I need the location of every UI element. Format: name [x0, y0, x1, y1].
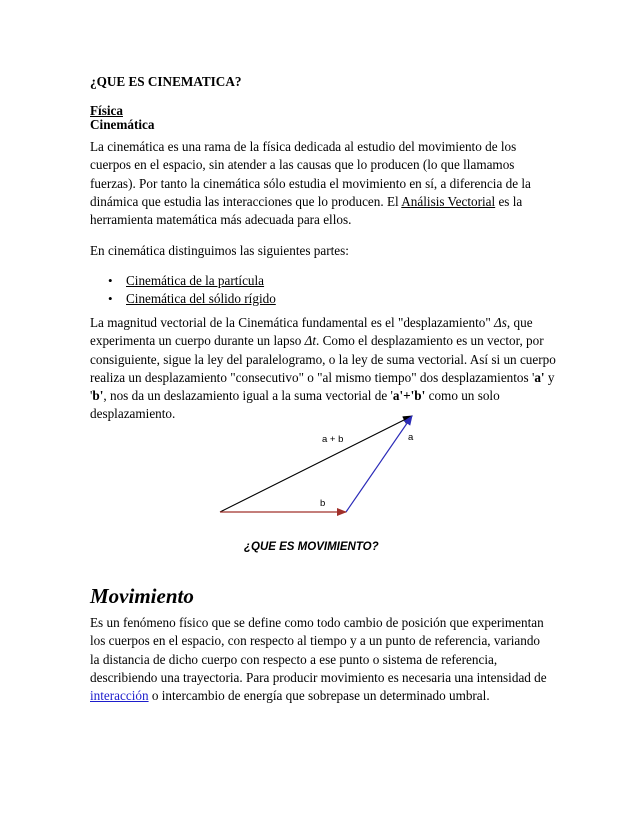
vector-b-label: b' [92, 388, 104, 404]
subcategory-label: Cinemática [90, 117, 155, 132]
list-item [90, 272, 276, 290]
label-a-plus-b: a + b [322, 434, 344, 445]
parts-list [90, 272, 276, 307]
displacement-paragraph: La magnitud vectorial de la Cinemática fundamental es el "desplazamiento" Δs, que experimenta un cuerpo durante un lapso Δt. Como el desplazamiento es un vector, por consiguiente, sigue la ley del paralelogramo, o la ley de suma vectorial. Así si un cuerpo realiza un desplazamiento "consecutivo" o "al mismo tiempo" dos desplazamientos 'a' y 'b', nos da un deslazamiento igual a la suma vectorial de 'a'+'b' como un solo desplazamiento. [90, 315, 556, 422]
vector-analysis-link[interactable]: Análisis Vectorial [401, 193, 496, 209]
page-title: ¿QUE ES CINEMATICA? [90, 74, 242, 89]
movement-question: ¿QUE ES MOVIMIENTO? [244, 541, 379, 553]
vector-sum-label: a'+'b' [392, 388, 426, 404]
intro-paragraph: La cinemática es una rama de la física dedicada al estudio del movimiento de los cuerpos en el espacio, sin atender a las causas que lo producen (lo que llamamos fuerzas). Por tanto la cinemática sólo estudia el movimiento en sí, a diferencia de la dinámica que estudia las interacciones que lo producen. El Análisis Vectorial es la herramienta matemática más adecuada para ellos. [90, 139, 531, 228]
label-b: b [320, 498, 326, 509]
movement-paragraph: Es un fenómeno físico que se define como todo cambio de posición que experimentan los cuerpos en el espacio, con respecto al tiempo y a un punto de referencia, variando la distancia de dicho cuerpo con respecto a ese punto o sistema de referencia, describiendo una trayectoria. Para producir movimiento es necesaria una intensidad de interacción o intercambio de energía que sobrepase un determinado umbral. [90, 615, 547, 704]
vector-sum-arrow [220, 416, 412, 512]
category-label: Física [90, 103, 123, 118]
vector-sum-diagram [210, 408, 450, 526]
vector-a-label: a' [534, 369, 545, 385]
delta-s-symbol: Δs [494, 315, 507, 330]
label-a: a [408, 432, 414, 443]
bullet-icon: • [108, 290, 113, 306]
particle-kinematics-link[interactable]: Cinemática de la partícula [126, 273, 265, 288]
interaction-link[interactable]: interacción [90, 688, 149, 704]
bullet-icon: • [108, 273, 113, 288]
parts-intro: En cinemática distinguimos las siguientes partes: [90, 243, 349, 258]
vector-a-arrow [346, 416, 412, 512]
rigid-body-kinematics-link[interactable]: Cinemática del sólido rígido [126, 290, 276, 306]
delta-t-symbol: Δt [304, 333, 316, 349]
movement-heading: Movimiento [90, 584, 194, 608]
list-item [90, 290, 276, 308]
